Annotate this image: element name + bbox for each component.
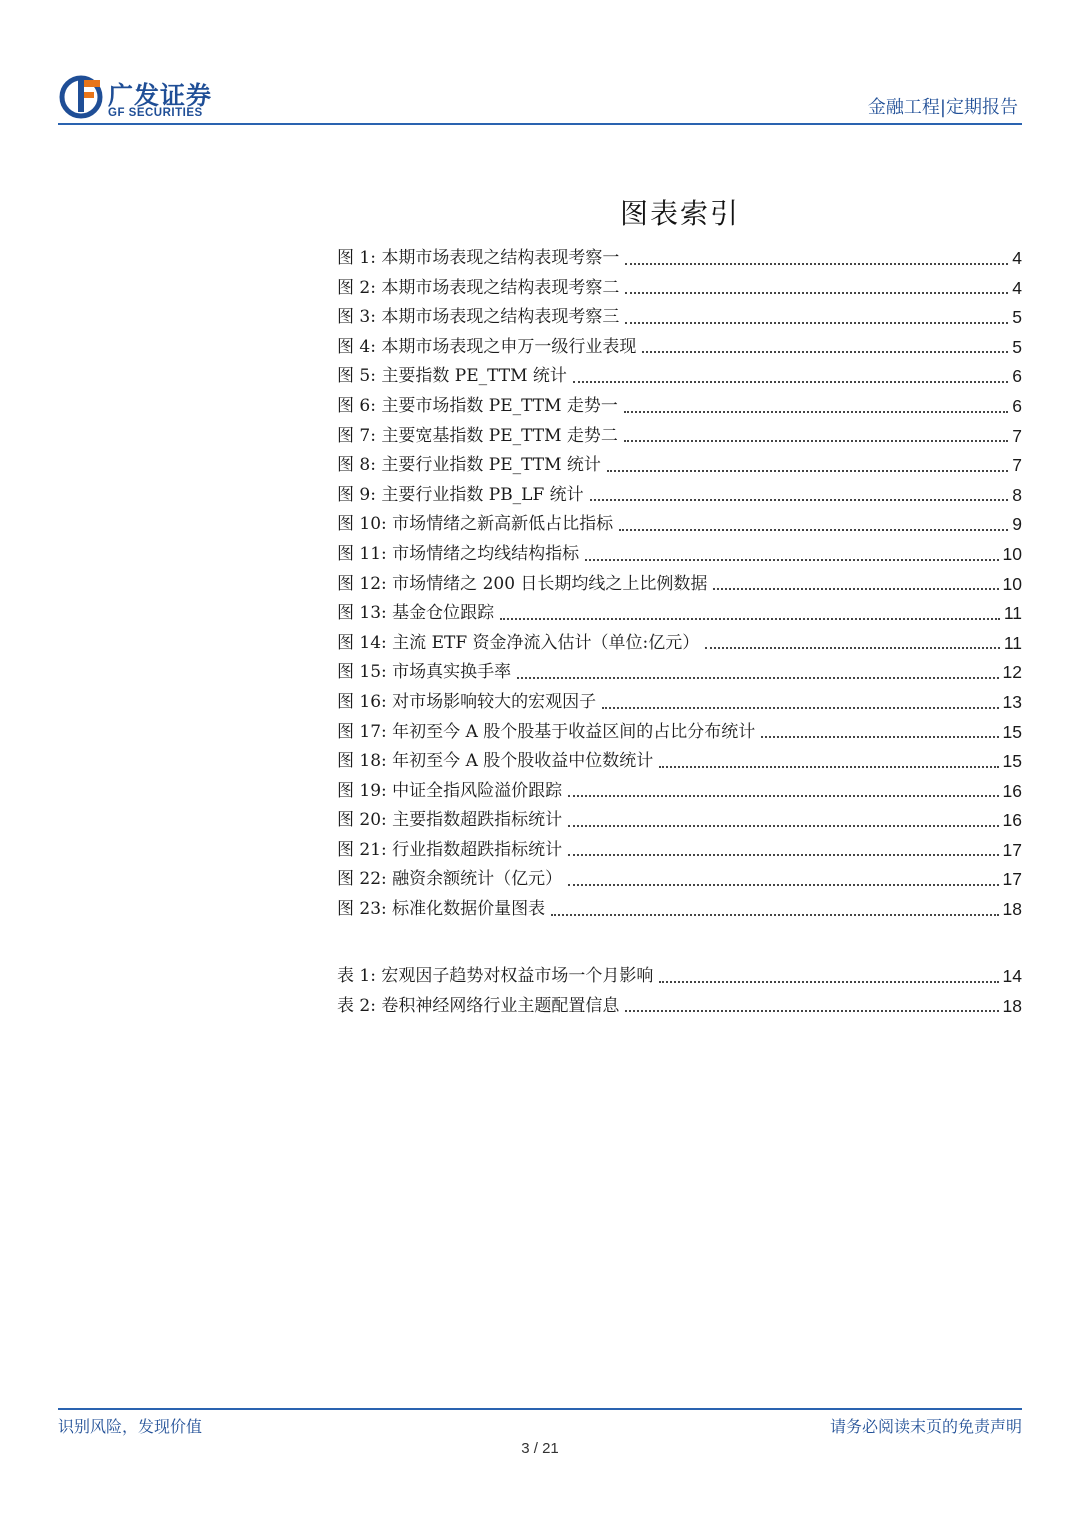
figure-entry[interactable] — [337, 895, 1022, 925]
figure-entry[interactable] — [337, 333, 1022, 363]
dot-leader — [625, 292, 1008, 294]
figure-entry-label: 图 7: 主要宽基指数 PE_TTM 走势二 — [337, 425, 618, 446]
footer-slogan: 识别风险，发现价值 — [58, 1417, 203, 1436]
table-entry[interactable] — [337, 962, 1022, 992]
figure-entry-page: 11 — [1003, 603, 1022, 624]
figure-entry[interactable] — [337, 481, 1022, 511]
figure-entry-label: 图 19: 中证全指风险溢价跟踪 — [337, 780, 563, 801]
figure-entry[interactable] — [337, 510, 1022, 540]
table-entry-page: 18 — [1002, 995, 1022, 1016]
dot-leader — [517, 677, 998, 679]
figure-entry-label: 图 21: 行业指数超跌指标统计 — [337, 839, 563, 860]
figure-entry-page: 6 — [1012, 366, 1022, 387]
figure-entry-label: 图 22: 融资余额统计（亿元） — [337, 869, 563, 890]
dot-leader — [642, 351, 1008, 353]
figure-entry-label: 图 4: 本期市场表现之申万一级行业表现 — [337, 336, 637, 357]
figure-entry[interactable] — [337, 451, 1022, 481]
table-entry-page: 14 — [1002, 966, 1022, 986]
figure-entry[interactable] — [337, 599, 1022, 629]
dot-leader — [625, 322, 1008, 324]
page-number: 3 / 21 — [521, 1440, 559, 1457]
figure-entry-page: 15 — [1002, 721, 1022, 742]
figure-entry-label: 图 9: 主要行业指数 PB_LF 统计 — [337, 484, 584, 505]
dot-leader — [761, 736, 998, 738]
figure-entry-label: 图 15: 市场真实换手率 — [337, 662, 512, 683]
figure-entry[interactable] — [337, 392, 1022, 422]
dot-leader — [590, 499, 1009, 501]
figure-entry[interactable] — [337, 540, 1022, 570]
dot-leader — [624, 411, 1008, 413]
dot-leader — [705, 647, 1000, 649]
dot-leader — [619, 529, 1008, 531]
dot-leader — [607, 470, 1008, 472]
table-index-list — [337, 962, 1022, 1021]
figure-entry[interactable] — [337, 303, 1022, 333]
figure-entry[interactable] — [337, 658, 1022, 688]
figure-entry-label: 图 5: 主要指数 PE_TTM 统计 — [337, 366, 567, 387]
figure-entry-page: 9 — [1012, 514, 1022, 535]
figure-entry[interactable] — [337, 836, 1022, 866]
figure-entry-page: 10 — [1002, 543, 1022, 564]
dot-leader — [602, 707, 998, 709]
figure-entry[interactable] — [337, 274, 1022, 304]
figure-entry[interactable] — [337, 806, 1022, 836]
report-type: 金融工程|定期报告 — [867, 97, 1018, 118]
table-entry[interactable] — [337, 992, 1022, 1022]
figure-entry[interactable] — [337, 244, 1022, 274]
figure-entry-label: 图 12: 市场情绪之 200 日长期均线之上比例数据 — [337, 573, 708, 594]
table-entry-label: 表 1: 宏观因子趋势对权益市场一个月影响 — [337, 966, 654, 986]
dot-leader — [659, 766, 998, 768]
figure-entry-label: 图 10: 市场情绪之新高新低占比指标 — [337, 514, 614, 535]
footer-divider — [58, 1408, 1022, 1410]
figure-entry-page: 7 — [1012, 425, 1022, 446]
figure-entry-page: 13 — [1002, 691, 1022, 712]
page-title: 图表索引 — [619, 197, 740, 230]
gf-logo-icon — [58, 74, 104, 120]
figure-entry[interactable] — [337, 688, 1022, 718]
figure-entry-page: 17 — [1002, 869, 1022, 890]
figure-entry[interactable] — [337, 362, 1022, 392]
figure-entry-page: 16 — [1002, 810, 1022, 831]
figure-entry-page: 4 — [1012, 248, 1022, 268]
dot-leader — [568, 884, 998, 886]
figure-entry-page: 8 — [1012, 484, 1022, 505]
company-logo — [58, 74, 238, 124]
figure-entry[interactable] — [337, 570, 1022, 600]
figure-entry-label: 图 20: 主要指数超跌指标统计 — [337, 810, 563, 831]
figure-entry-label: 图 14: 主流 ETF 资金净流入估计（单位:亿元） — [337, 632, 700, 653]
figure-entry-label: 图 2: 本期市场表现之结构表现考察二 — [337, 277, 620, 298]
dot-leader — [585, 559, 998, 561]
figure-entry-page: 5 — [1012, 307, 1022, 328]
figure-entry-label: 图 17: 年初至今 A 股个股基于收益区间的占比分布统计 — [337, 721, 756, 742]
figure-entry-page: 11 — [1003, 632, 1022, 653]
figure-entry-label: 图 1: 本期市场表现之结构表现考察一 — [337, 248, 620, 268]
figure-entry-page: 16 — [1002, 780, 1022, 801]
figure-entry-page: 7 — [1012, 455, 1022, 476]
dot-leader — [659, 981, 998, 983]
figure-entry-label: 图 3: 本期市场表现之结构表现考察三 — [337, 307, 620, 328]
figure-entry-page: 12 — [1002, 662, 1022, 683]
brand-name-en: GF SECURITIES — [108, 107, 203, 119]
figure-entry-label: 图 8: 主要行业指数 PE_TTM 统计 — [337, 455, 601, 476]
figure-entry-page: 15 — [1002, 751, 1022, 772]
footer-disclaimer: 请务必阅读末页的免责声明 — [829, 1417, 1022, 1436]
figure-entry-page: 10 — [1002, 573, 1022, 594]
dot-leader — [573, 381, 1008, 383]
dot-leader — [568, 795, 998, 797]
dot-leader — [713, 588, 998, 590]
dot-leader — [625, 1010, 998, 1012]
figure-entry-page: 4 — [1012, 277, 1022, 298]
figure-entry-page: 5 — [1012, 336, 1022, 357]
figure-entry[interactable] — [337, 718, 1022, 748]
figure-entry-label: 图 16: 对市场影响较大的宏观因子 — [337, 691, 597, 712]
figure-entry[interactable] — [337, 747, 1022, 777]
figure-index-list — [337, 244, 1022, 925]
figure-entry-page: 6 — [1012, 395, 1022, 416]
dot-leader — [625, 263, 1008, 265]
brand-name-cn: 广发证券 — [108, 81, 213, 110]
dot-leader — [624, 440, 1008, 442]
figure-entry-label: 图 6: 主要市场指数 PE_TTM 走势一 — [337, 395, 618, 416]
header-divider — [58, 123, 1022, 125]
figure-entry-label: 图 11: 市场情绪之均线结构指标 — [337, 543, 580, 564]
figure-entry[interactable] — [337, 777, 1022, 807]
figure-entry[interactable] — [337, 422, 1022, 452]
dot-leader — [568, 825, 998, 827]
figure-entry-label: 图 18: 年初至今 A 股个股收益中位数统计 — [337, 751, 654, 772]
figure-entry-label: 图 13: 基金仓位跟踪 — [337, 603, 495, 624]
figure-entry[interactable] — [337, 865, 1022, 895]
figure-entry[interactable] — [337, 629, 1022, 659]
figure-entry-page: 17 — [1002, 839, 1022, 860]
table-entry-label: 表 2: 卷积神经网络行业主题配置信息 — [337, 995, 620, 1016]
figure-entry-page: 18 — [1002, 899, 1022, 920]
dot-leader — [568, 854, 998, 856]
dot-leader — [551, 914, 998, 916]
figure-entry-label: 图 23: 标准化数据价量图表 — [337, 899, 546, 920]
dot-leader — [500, 618, 1000, 620]
